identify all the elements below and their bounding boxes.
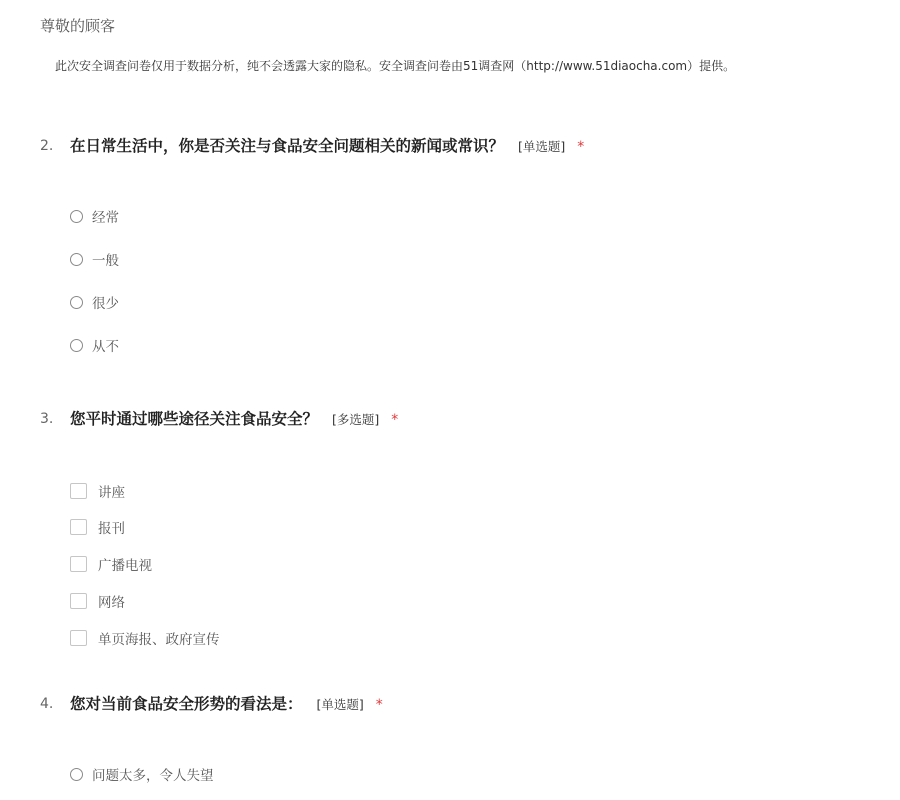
question-title-text: 您平时通过哪些途径关注食品安全？ [70, 410, 319, 428]
checkbox[interactable] [70, 593, 87, 609]
option-label[interactable]: 广播电视 [98, 558, 152, 574]
required-mark: * [391, 412, 399, 428]
question-title [70, 408, 398, 431]
question-number: 4. [40, 696, 54, 712]
radio-button[interactable] [70, 253, 83, 266]
question-number: 2. [40, 138, 54, 154]
option-too-many-problems[interactable] [70, 764, 214, 784]
option-label[interactable]: 一般 [92, 253, 119, 269]
question-number: 3. [40, 411, 54, 427]
question-header [0, 408, 900, 432]
checkbox[interactable] [70, 630, 87, 646]
radio-button[interactable] [70, 296, 83, 309]
option-label[interactable]: 从不 [92, 339, 119, 355]
question-title [70, 693, 383, 716]
option-broadcast-tv[interactable] [70, 554, 152, 574]
required-mark: * [375, 697, 383, 713]
option-label[interactable]: 讲座 [98, 485, 125, 501]
question-4 [0, 693, 900, 717]
radio-button[interactable] [70, 210, 83, 223]
question-header [0, 693, 900, 717]
option-label[interactable]: 单页海报、政府宣传 [98, 632, 220, 648]
option-never[interactable] [70, 335, 119, 355]
required-mark: * [577, 139, 585, 155]
radio-button[interactable] [70, 339, 83, 352]
option-rarely[interactable] [70, 292, 119, 312]
question-title-text: 您对当前食品安全形势的看法是： [70, 695, 303, 713]
option-label[interactable]: 很少 [92, 296, 119, 312]
option-flyer-government[interactable] [70, 628, 220, 648]
checkbox[interactable] [70, 483, 87, 499]
question-3 [0, 408, 900, 432]
question-header [0, 135, 900, 159]
option-often[interactable] [70, 206, 119, 226]
question-type-tag: [多选题] [332, 412, 380, 427]
option-label[interactable]: 网络 [98, 595, 125, 611]
radio-button[interactable] [70, 768, 83, 781]
survey-intro: 此次安全调查问卷仅用于数据分析，纯不会透露大家的隐私。安全调查问卷由51调查网（http://www.51diaocha.com）提供。 [55, 59, 736, 73]
option-lecture[interactable] [70, 481, 125, 501]
survey-greeting: 尊敬的顾客 [40, 17, 116, 35]
checkbox[interactable] [70, 556, 87, 572]
question-title-text: 在日常生活中，你是否关注与食品安全问题相关的新闻或常识？ [70, 137, 505, 155]
question-2 [0, 135, 900, 159]
option-label[interactable]: 问题太多，令人失望 [92, 768, 214, 784]
question-type-tag: [单选题] [316, 697, 364, 712]
option-label[interactable]: 经常 [92, 210, 119, 226]
option-internet[interactable] [70, 591, 125, 611]
question-type-tag: [单选题] [518, 139, 566, 154]
option-newspaper[interactable] [70, 517, 125, 537]
question-title [70, 135, 584, 158]
option-average[interactable] [70, 249, 119, 269]
checkbox[interactable] [70, 519, 87, 535]
option-label[interactable]: 报刊 [98, 521, 125, 537]
